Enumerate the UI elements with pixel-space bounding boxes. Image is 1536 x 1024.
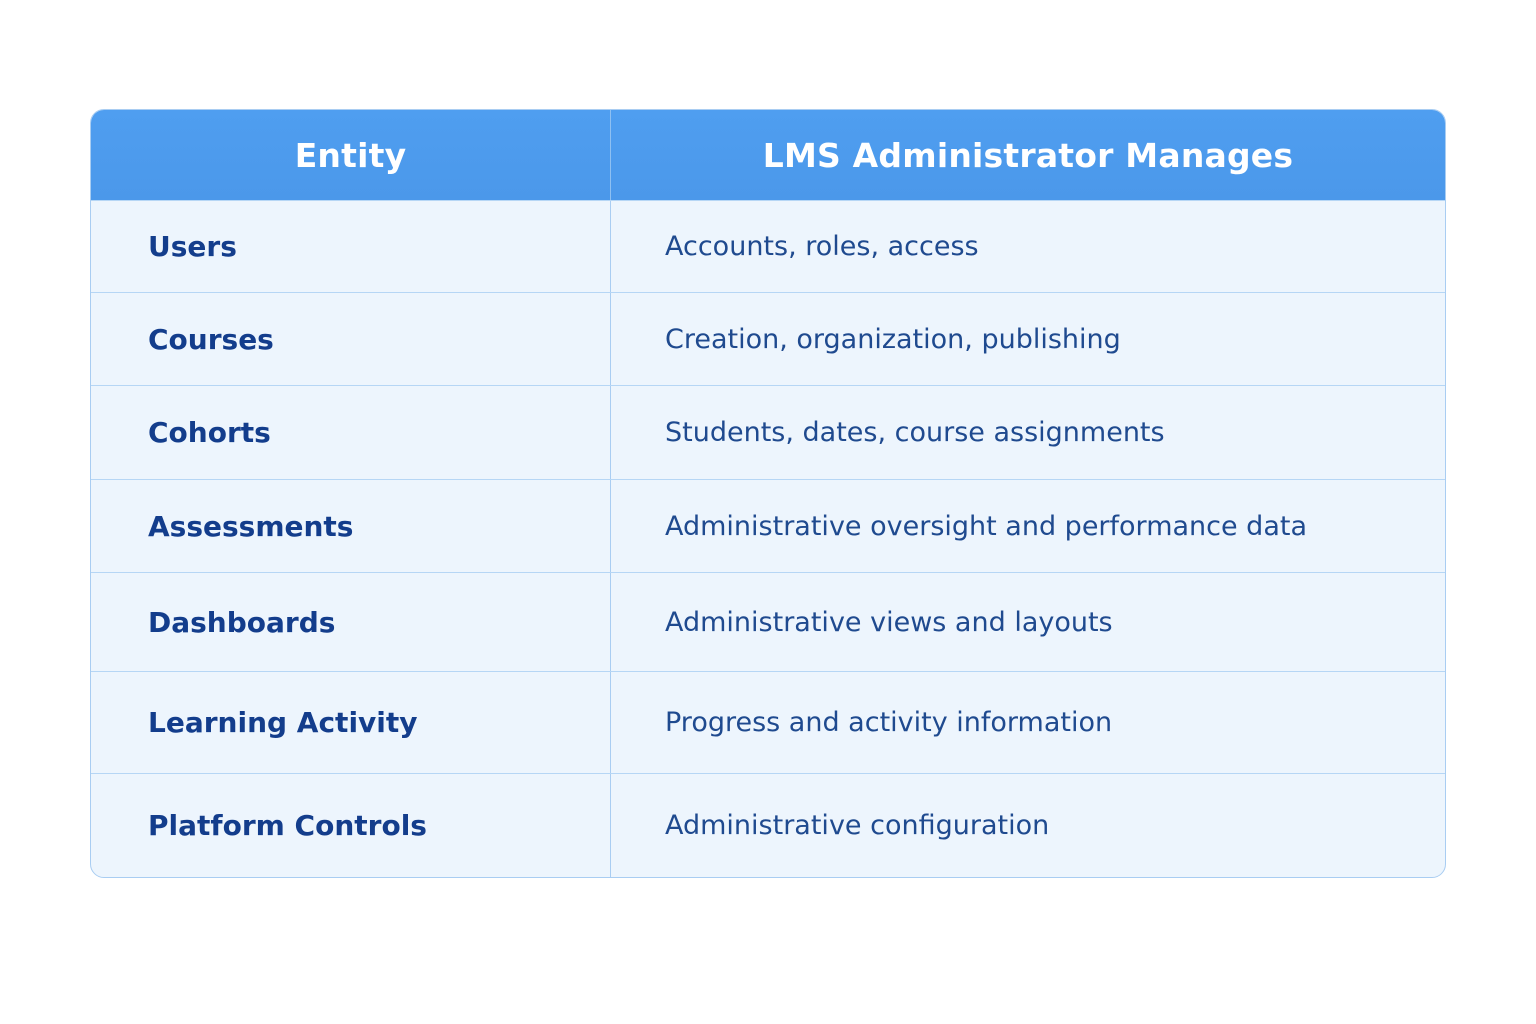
table-header-row bbox=[91, 110, 1445, 200]
entity-cell: Users bbox=[91, 201, 611, 292]
manages-cell: Administrative configuration bbox=[665, 810, 1050, 841]
manages-cell: Students, dates, course assignments bbox=[665, 417, 1165, 448]
admin-responsibilities-table bbox=[90, 109, 1446, 878]
manages-cell: Creation, organization, publishing bbox=[665, 323, 1121, 355]
entity-cell: Platform Controls bbox=[91, 774, 611, 877]
manages-cell: Accounts, roles, access bbox=[665, 231, 979, 262]
table-row bbox=[91, 671, 1445, 773]
entity-cell: Assessments bbox=[91, 480, 611, 572]
entity-cell: Courses bbox=[91, 293, 611, 385]
entity-cell: Learning Activity bbox=[91, 672, 611, 773]
manages-cell: Administrative views and layouts bbox=[665, 606, 1113, 638]
table-row bbox=[91, 572, 1445, 671]
manages-cell: Progress and activity information bbox=[665, 707, 1113, 738]
table-row bbox=[91, 385, 1445, 479]
manages-cell: Administrative oversight and performance data bbox=[665, 510, 1308, 542]
header-entity: Entity bbox=[91, 110, 611, 200]
table-row bbox=[91, 292, 1445, 385]
table-row bbox=[91, 200, 1445, 292]
entity-cell: Cohorts bbox=[91, 386, 611, 479]
entity-cell: Dashboards bbox=[91, 573, 611, 671]
header-manages: LMS Administrator Manages bbox=[762, 135, 1294, 175]
table-row bbox=[91, 773, 1445, 877]
table-row bbox=[91, 479, 1445, 572]
